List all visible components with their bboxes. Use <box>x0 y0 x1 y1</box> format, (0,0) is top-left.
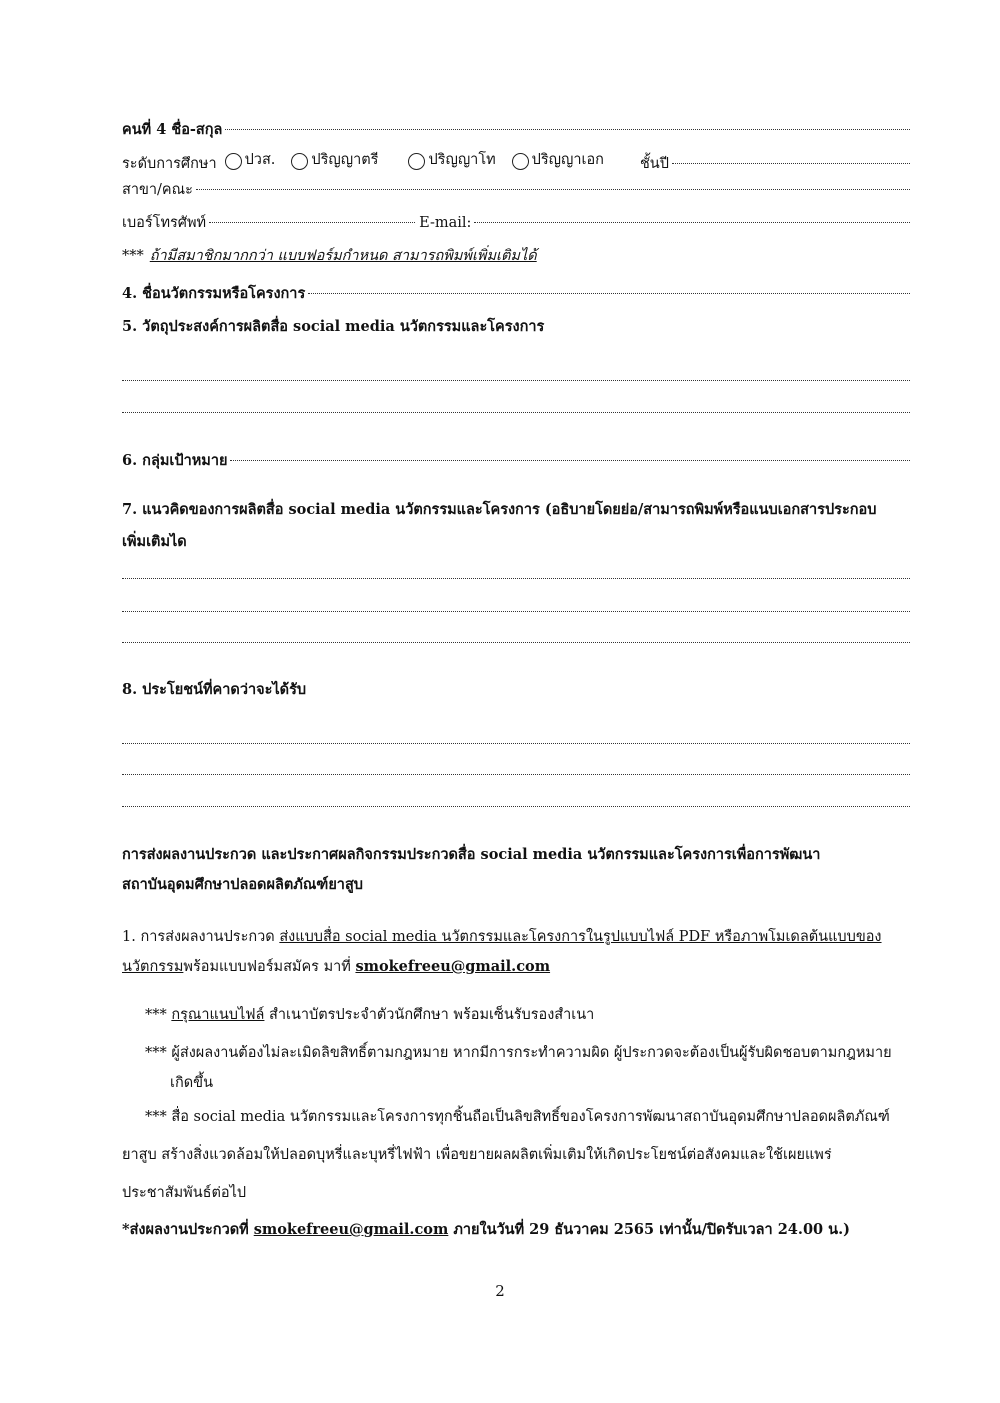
note1-prefix: *** <box>145 1007 167 1023</box>
attachment-note <box>145 1000 915 1030</box>
radio-bachelor[interactable] <box>291 148 378 171</box>
item1-underlined-b: นวัตกรรม <box>122 959 184 975</box>
note3-line2: ยาสูบ สร้างสิ่งแวดล้อมให้ปลอดบุหรี่และบุหรี่ไฟฟ้า เพื่อขยายผลผลิตเพิ่มเติมให้เกิดประโยชน์ต่อสังคมและใช้เผยแพร่ <box>122 1147 832 1163</box>
section-5-answer-line[interactable] <box>122 412 910 413</box>
radio-diploma-label: ปวส. <box>244 152 276 168</box>
section-7-answer-line[interactable] <box>122 642 910 643</box>
radio-bachelor-label: ปริญญาตรี <box>311 152 379 168</box>
submission-heading-line1: การส่งผลงานประกวด และประกาศผลกิจกรรมประกวดสื่อ social media นวัตกรรมและโครงการเพื่อการพัฒนา <box>122 846 821 863</box>
education-row <box>122 148 910 175</box>
education-label: ระดับการศึกษา <box>122 156 217 172</box>
radio-circle-icon <box>225 153 242 170</box>
major-field[interactable] <box>196 189 910 190</box>
note3-line1: *** สื่อ social media นวัตกรรมและโครงการทุกชิ้นถือเป็นลิขสิทธิ์ของโครงการพัฒนาสถาบันอุดมศึกษาปลอดผลิตภัณฑ์ <box>145 1109 890 1125</box>
section-7-heading <box>122 498 910 521</box>
phone-label: เบอร์โทรศัพท์ <box>122 215 207 231</box>
radio-master[interactable] <box>408 148 495 171</box>
phone-field[interactable] <box>209 222 415 223</box>
section-7-label-cont: เพิ่มเติมได <box>122 533 187 550</box>
deadline-email-link[interactable]: smokefreeu@gmail.com <box>253 1221 449 1238</box>
email-field[interactable] <box>474 222 910 223</box>
extra-note-prefix: *** <box>122 248 144 264</box>
section-7-answer-line[interactable] <box>122 611 910 612</box>
section-4-field[interactable] <box>308 293 910 294</box>
extra-members-note <box>122 244 910 267</box>
item1-email-link[interactable]: smokefreeu@gmail.com <box>355 958 551 975</box>
section-8-answer-line[interactable] <box>122 774 910 775</box>
copyright-note <box>145 1038 915 1098</box>
radio-circle-icon <box>291 153 308 170</box>
section-8-answer-line[interactable] <box>122 743 910 744</box>
note1-underlined: กรุณาแนบไฟล์ <box>171 1007 265 1023</box>
radio-doctorate[interactable] <box>512 148 604 171</box>
section-7-answer-line[interactable] <box>122 578 910 579</box>
member4-name-field[interactable] <box>225 129 910 130</box>
extra-note-text: ถ้ามีสมาชิกมากกว่า แบบฟอร์มกำหนด สามารถพิมพ์เพิ่มเติมได้ <box>149 248 537 264</box>
year-label: ชั้นปี <box>639 156 669 172</box>
deadline-rest: ภายในวันที่ 29 ธันวาคม 2565 เท่านั้น/ปิดรับเวลา 24.00 น.) <box>453 1221 850 1238</box>
section-4-label: 4. ชื่อนวัตกรรมหรือโครงการ <box>122 285 306 302</box>
major-label: สาขา/คณะ <box>122 182 193 198</box>
member4-name-row <box>122 118 910 141</box>
submission-heading-line2: สถาบันอุดมศึกษาปลอดผลิตภัณฑ์ยาสูบ <box>122 876 364 893</box>
section-4-row <box>122 282 910 305</box>
note3-line3: ประชาสัมพันธ์ต่อไป <box>122 1185 247 1201</box>
item1-middle: พร้อมแบบฟอร์มสมัคร มาที่ <box>183 959 351 975</box>
deadline-prefix: *ส่งผลงานประกวดที่ <box>122 1221 249 1238</box>
page-number: 2 <box>495 1282 505 1300</box>
radio-master-label: ปริญญาโท <box>428 152 496 168</box>
radio-circle-icon <box>408 153 425 170</box>
submission-item-1 <box>122 922 912 982</box>
radio-diploma[interactable] <box>225 148 276 171</box>
section-7-heading-cont <box>122 530 910 553</box>
member4-name-label: คนที่ 4 ชื่อ-สกุล <box>122 121 223 138</box>
section-6-label: 6. กลุ่มเป้าหมาย <box>122 452 228 469</box>
section-8-label: 8. ประโยชน์ที่คาดว่าจะได้รับ <box>122 681 307 698</box>
deadline-row <box>122 1218 910 1241</box>
email-label: E-mail: <box>419 215 472 231</box>
note2-line1: *** ผู้ส่งผลงานต้องไม่ละเมิดลิขสิทธิ์ตามกฎหมาย หากมีการกระทำความผิด ผู้ประกวดจะต้องเป็นผู้รับผิดชอบตามกฎหมาย <box>145 1045 892 1061</box>
section-5-heading <box>122 315 910 338</box>
section-5-answer-line[interactable] <box>122 380 910 381</box>
contact-row <box>122 211 910 234</box>
section-6-field[interactable] <box>230 460 910 461</box>
ownership-note <box>122 1098 912 1212</box>
item1-underlined-a: ส่งแบบสื่อ social media นวัตกรรมและโครงการในรูปแบบไฟล์ PDF หรือภาพโมเดลต้นแบบของ <box>279 929 882 945</box>
section-8-answer-line[interactable] <box>122 806 910 807</box>
section-6-row <box>122 449 910 472</box>
submission-heading <box>122 840 912 900</box>
radio-circle-icon <box>512 153 529 170</box>
section-8-heading <box>122 678 910 701</box>
note2-line2: เกิดขึ้น <box>170 1075 213 1091</box>
major-row <box>122 178 910 201</box>
note1-rest: สำเนาบัตรประจำตัวนักศึกษา พร้อมเซ็นรับรองสำเนา <box>269 1007 595 1023</box>
section-5-label: 5. วัตถุประสงค์การผลิตสื่อ social media นวัตกรรมและโครงการ <box>122 318 545 335</box>
year-field[interactable] <box>672 163 910 164</box>
section-7-label: 7. แนวคิดของการผลิตสื่อ social media นวัตกรรมและโครงการ (อธิบายโดยย่อ/สามารถพิมพ์หรือแนบเอกสารประกอบ <box>122 501 877 518</box>
radio-doctorate-label: ปริญญาเอก <box>531 152 604 168</box>
item1-prefix: 1. การส่งผลงานประกวด <box>122 929 275 945</box>
